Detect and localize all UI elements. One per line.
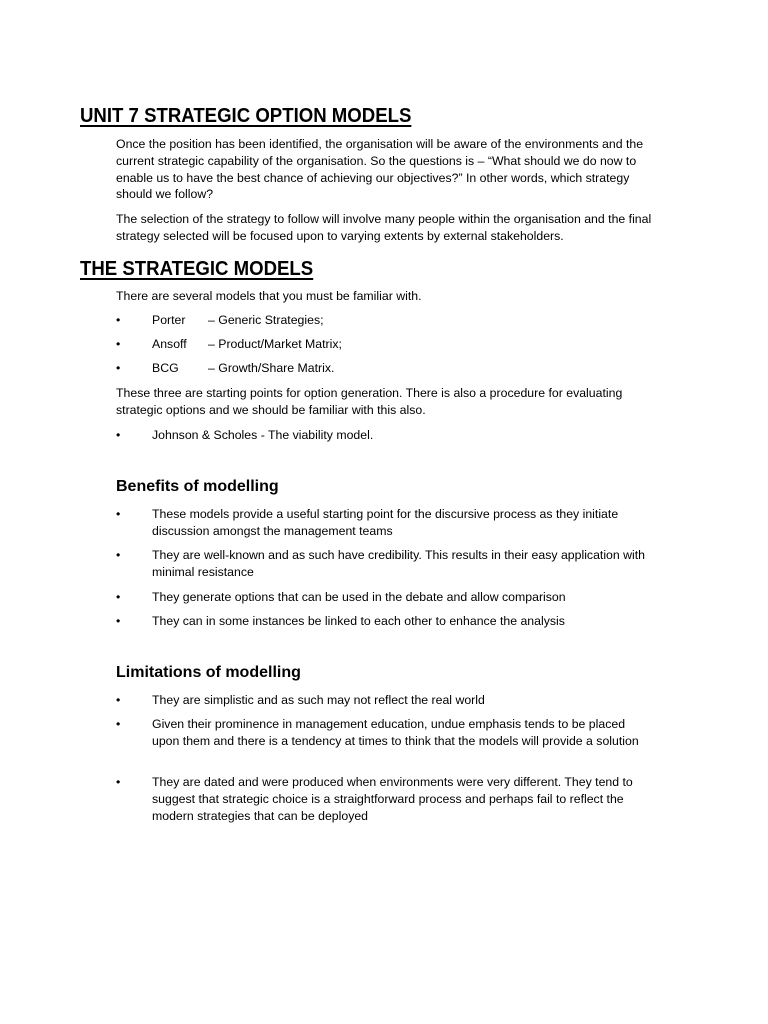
bullet-icon: • bbox=[116, 507, 121, 521]
benefit-text: They are well-known and as such have credibility. This results in their easy application with minimal resistance bbox=[152, 548, 646, 579]
bullet-icon: • bbox=[116, 337, 121, 351]
bullet-icon: • bbox=[116, 313, 121, 327]
model-name: Porter bbox=[152, 313, 186, 327]
bullet-icon: • bbox=[116, 590, 121, 604]
model-name: BCG bbox=[152, 361, 179, 375]
limitation-text: They are dated and were produced when environments were very different. They tend to suggest that strategic choice is a straightforward process and perhaps fail to reflect the modern strategies that can be deployed bbox=[152, 775, 633, 823]
model-description: – Product/Market Matrix; bbox=[208, 337, 342, 351]
strategic-models-heading: THE STRATEGIC MODELS bbox=[80, 258, 314, 280]
bullet-icon: • bbox=[116, 548, 121, 562]
benefits-heading: Benefits of modelling bbox=[116, 478, 279, 495]
bullet-icon: • bbox=[116, 775, 121, 789]
intro-paragraph: The selection of the strategy to follow will involve many people within the organisation and the final strategy selected will be focused upon to varying extents by external stakeholders. bbox=[116, 212, 652, 243]
models-follow-up-text: These three are starting points for option generation. There is also a procedure for evaluating strategic options and we should be familiar with this also. bbox=[116, 386, 623, 417]
bullet-icon: • bbox=[116, 693, 121, 707]
model-name: Ansoff bbox=[152, 337, 187, 351]
limitation-text: Given their prominence in management education, undue emphasis tends to be placed upon them and there is a tendency at times to think that the models will provide a solution bbox=[152, 717, 639, 748]
bullet-icon: • bbox=[116, 428, 121, 442]
unit-heading: UNIT 7 STRATEGIC OPTION MODELS bbox=[80, 105, 412, 127]
model-description: – Generic Strategies; bbox=[208, 313, 324, 327]
bullet-icon: • bbox=[116, 614, 121, 628]
benefit-text: These models provide a useful starting point for the discursive process as they initiate discussion amongst the management teams bbox=[152, 507, 619, 538]
bullet-icon: • bbox=[116, 361, 121, 375]
benefit-text: They can in some instances be linked to each other to enhance the analysis bbox=[152, 614, 565, 628]
evaluation-model-text: Johnson & Scholes - The viability model. bbox=[152, 428, 374, 442]
models-lead-text: There are several models that you must be familiar with. bbox=[116, 289, 422, 303]
limitations-heading: Limitations of modelling bbox=[116, 664, 301, 681]
limitation-text: They are simplistic and as such may not reflect the real world bbox=[152, 693, 485, 707]
benefit-text: They generate options that can be used in the debate and allow comparison bbox=[152, 590, 566, 604]
model-description: – Growth/Share Matrix. bbox=[208, 361, 335, 375]
intro-paragraph: Once the position has been identified, the organisation will be aware of the environments and the current strategic capability of the organisation. So the questions is – “What should we do now to enable us to have the best chance of achieving our objectives?” In other words, which strategy should we follow? bbox=[116, 137, 644, 202]
bullet-icon: • bbox=[116, 717, 121, 731]
